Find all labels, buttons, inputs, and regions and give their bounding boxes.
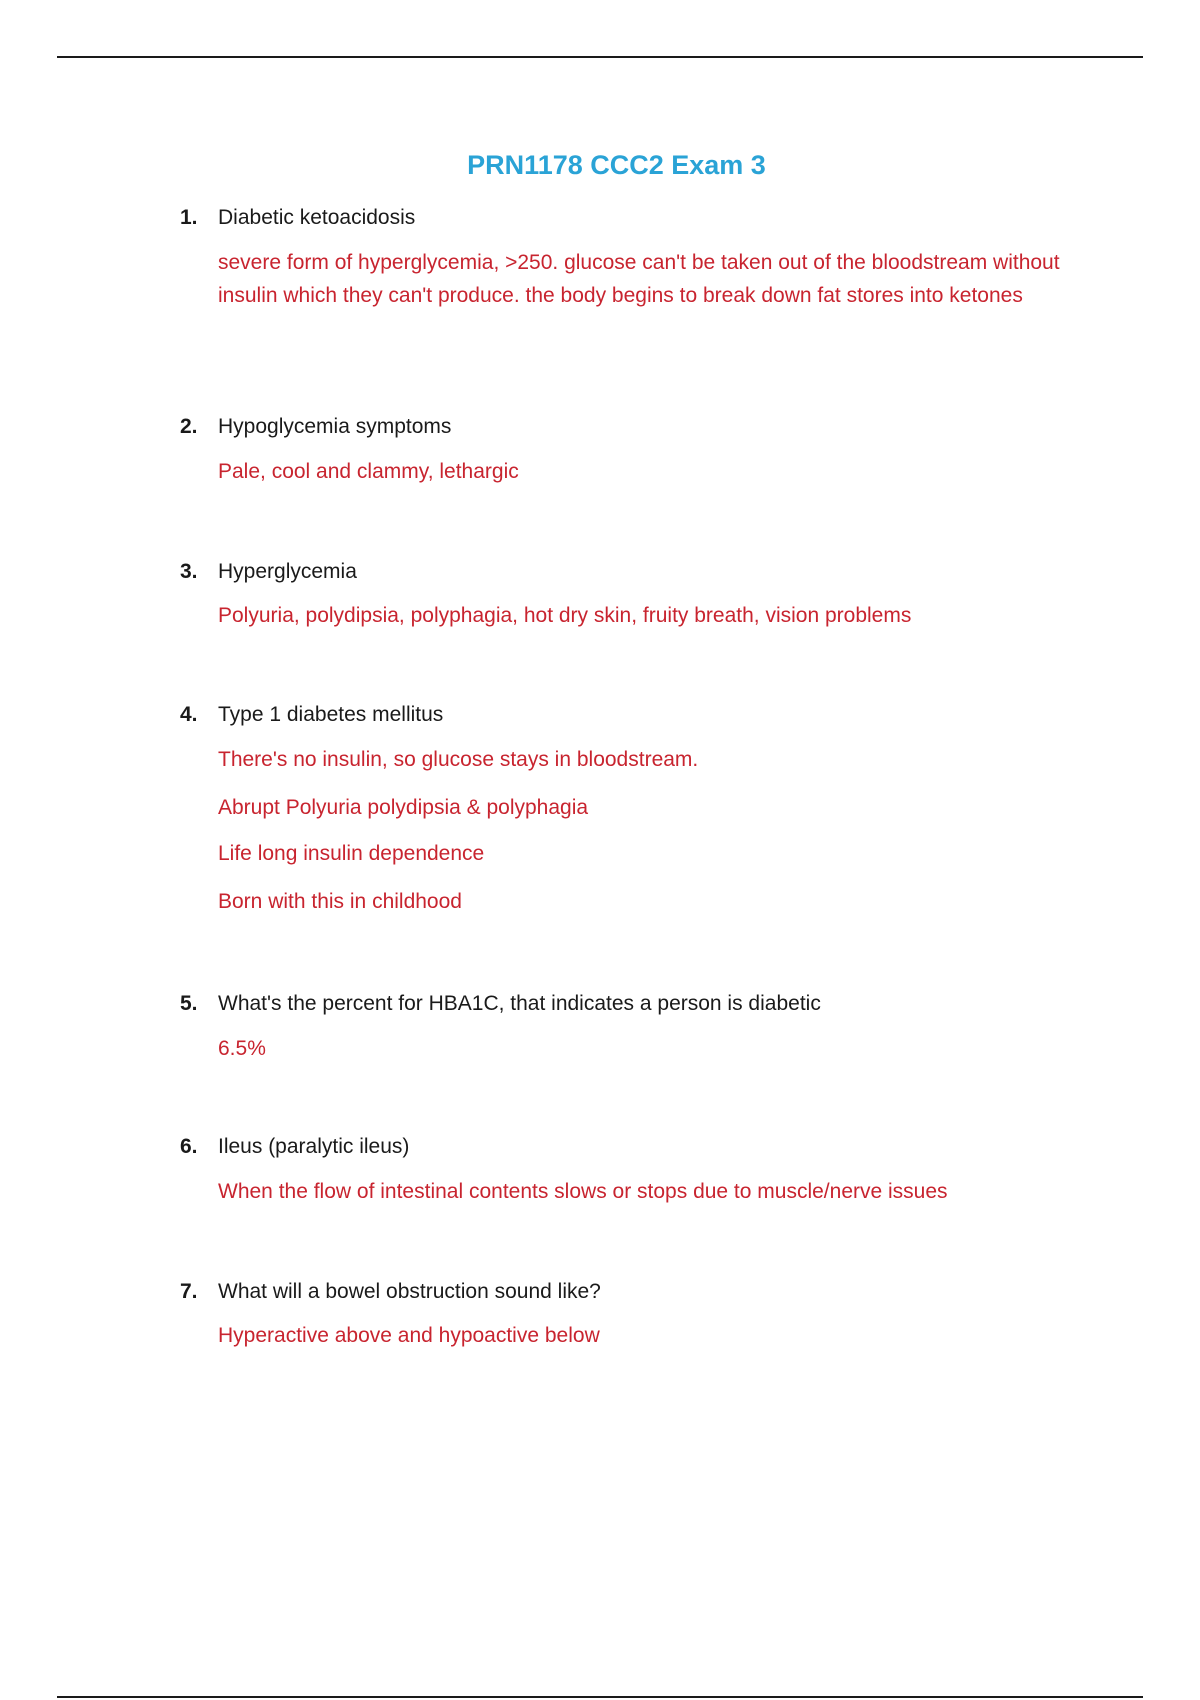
question-text: Hypoglycemia symptoms: [218, 415, 452, 438]
question-3: [180, 558, 1100, 633]
question-heading: [180, 990, 1100, 1018]
question-heading: [180, 1133, 1100, 1161]
question-heading: [180, 1278, 1100, 1306]
answer-text: There's no insulin, so glucose stays in bloodstream.: [218, 748, 699, 771]
answer-list: [218, 1176, 1100, 1209]
answer-text: Life long insulin dependence: [218, 842, 485, 865]
question-text: Hyperglycemia: [218, 560, 357, 583]
question-number: 4.: [180, 703, 198, 726]
answer-text: When the flow of intestinal contents slows or stops due to muscle/nerve issues: [218, 1180, 948, 1203]
answer-text: severe form of hyperglycemia, >250. glucose can't be taken out of the bloodstream without insulin which they can't produce. the body begins to break down fat stores into ketones: [218, 251, 1060, 307]
answer-text: Polyuria, polydipsia, polyphagia, hot dry skin, fruity breath, vision problems: [218, 604, 912, 627]
question-text: Ileus (paralytic ileus): [218, 1135, 410, 1158]
question-1: [180, 204, 1100, 312]
answer-text: Born with this in childhood: [218, 889, 462, 913]
question-heading: [180, 558, 1100, 586]
answer-list: [218, 247, 1100, 312]
top-rule: [57, 56, 1143, 58]
question-6: [180, 1133, 1100, 1209]
question-heading: [180, 204, 1100, 232]
bottom-rule: [57, 1696, 1143, 1698]
answer-list: [218, 1320, 1100, 1353]
question-number: 7.: [180, 1280, 198, 1303]
question-text: What's the percent for HBA1C, that indicates a person is diabetic: [218, 992, 821, 1015]
document-title: PRN1178 CCC2 Exam 3: [467, 150, 766, 180]
question-text: What will a bowel obstruction sound like?: [218, 1280, 601, 1303]
answer-text: Pale, cool and clammy, lethargic: [218, 460, 519, 483]
answer-text: Hyperactive above and hypoactive below: [218, 1324, 600, 1347]
answer-list: [218, 1033, 1100, 1066]
answer-text: Abrupt Polyuria polydipsia & polyphagia: [218, 795, 589, 819]
question-number: 6.: [180, 1135, 198, 1158]
question-2: [180, 413, 1100, 489]
question-text: Type 1 diabetes mellitus: [218, 703, 444, 726]
question-number: 5.: [180, 992, 198, 1015]
question-5: [180, 990, 1100, 1066]
answer-list: [218, 600, 1100, 633]
question-number: 2.: [180, 415, 198, 438]
answer-list: [218, 456, 1100, 489]
question-number: 3.: [180, 560, 198, 583]
question-heading: [180, 413, 1100, 441]
answer-list: [218, 744, 1100, 918]
answer-text: 6.5%: [218, 1037, 266, 1060]
question-number: 1.: [180, 206, 198, 229]
question-4: [180, 701, 1100, 918]
question-heading: [180, 701, 1100, 729]
question-text: Diabetic ketoacidosis: [218, 206, 416, 229]
question-7: [180, 1278, 1100, 1353]
